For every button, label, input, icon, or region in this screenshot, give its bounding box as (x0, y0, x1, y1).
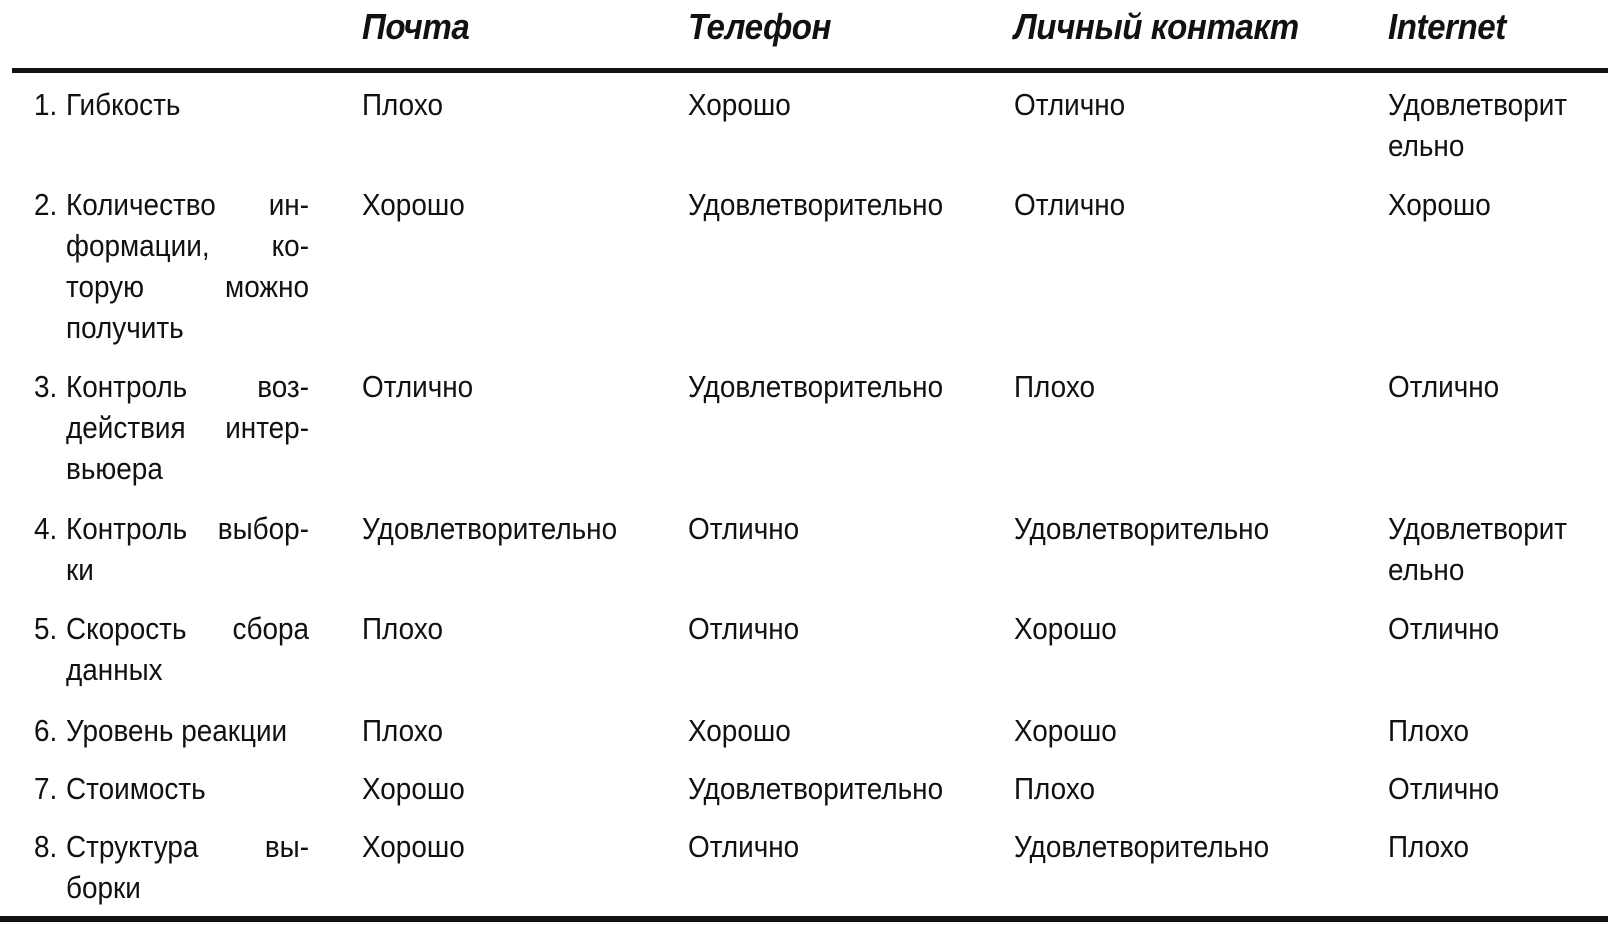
cell-internet: Отлично (1388, 611, 1500, 646)
header-rule (12, 68, 1608, 73)
cell-internet: Удовлетворит ельно (1388, 511, 1568, 587)
row-criterion: Количество ин-формации, ко-торую можно получить (66, 187, 309, 345)
row-number: 2. (34, 187, 58, 222)
cell-internet: Плохо (1388, 713, 1470, 748)
row-number: 1. (34, 87, 58, 122)
cell-mail: Хорошо (362, 187, 465, 222)
cell-mail: Хорошо (362, 771, 465, 806)
cell-personal-contact: Отлично (1014, 87, 1126, 122)
row-criterion: Контроль выбор-ки (66, 511, 309, 587)
cell-personal-contact: Удовлетворительно (1014, 829, 1270, 864)
row-criterion: Стоимость (66, 771, 206, 806)
cell-phone: Отлично (688, 611, 800, 646)
row-number: 6. (34, 713, 58, 748)
cell-phone: Хорошо (688, 713, 791, 748)
cell-mail: Отлично (362, 369, 474, 404)
column-header-mail: Почта (362, 6, 470, 47)
row-criterion: Гибкость (66, 87, 181, 122)
row-criterion: Уровень реакции (66, 713, 288, 748)
cell-personal-contact: Отлично (1014, 187, 1126, 222)
column-header-internet: Internet (1388, 6, 1506, 47)
cell-phone: Удовлетворительно (688, 771, 944, 806)
column-header-personal-contact: Личный контакт (1014, 6, 1299, 47)
cell-personal-contact: Хорошо (1014, 611, 1117, 646)
cell-mail: Плохо (362, 611, 444, 646)
column-header-phone: Телефон (688, 6, 832, 47)
row-number: 4. (34, 511, 58, 546)
cell-phone: Отлично (688, 829, 800, 864)
row-number: 7. (34, 771, 58, 806)
cell-personal-contact: Удовлетворительно (1014, 511, 1270, 546)
cell-internet: Удовлетворит ельно (1388, 87, 1568, 163)
cell-mail: Удовлетворительно (362, 511, 618, 546)
cell-phone: Удовлетворительно (688, 369, 944, 404)
cell-internet: Отлично (1388, 369, 1500, 404)
row-criterion: Структура вы-борки (66, 829, 309, 905)
cell-mail: Плохо (362, 87, 444, 122)
cell-internet: Отлично (1388, 771, 1500, 806)
cell-phone: Хорошо (688, 87, 791, 122)
row-criterion: Скорость сбора данных (66, 611, 309, 687)
cell-internet: Плохо (1388, 829, 1470, 864)
cell-phone: Отлично (688, 511, 800, 546)
row-criterion: Контроль воз-действия интер-вьюера (66, 369, 309, 486)
cell-phone: Удовлетворительно (688, 187, 944, 222)
cell-personal-contact: Плохо (1014, 771, 1096, 806)
footer-rule (0, 916, 1608, 922)
row-number: 8. (34, 829, 58, 864)
cell-mail: Плохо (362, 713, 444, 748)
cell-personal-contact: Хорошо (1014, 713, 1117, 748)
cell-internet: Хорошо (1388, 187, 1491, 222)
cell-personal-contact: Плохо (1014, 369, 1096, 404)
cell-mail: Хорошо (362, 829, 465, 864)
row-number: 5. (34, 611, 58, 646)
row-number: 3. (34, 369, 58, 404)
